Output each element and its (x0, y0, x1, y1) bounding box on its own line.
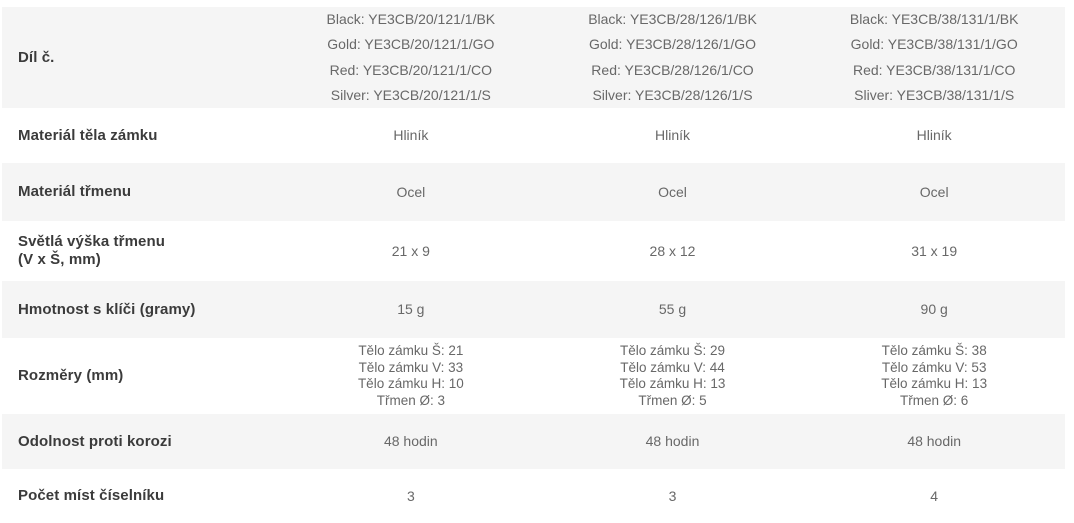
value-cell (542, 338, 804, 414)
value-line: Gold: YE3CB/28/126/1/GO (588, 36, 757, 53)
value-line: 48 hodin (907, 433, 962, 449)
value-line: Třmen Ø: 6 (900, 392, 969, 408)
value-line: Tělo zámku Š: 38 (881, 343, 987, 358)
value-cell (280, 281, 542, 338)
value-line: Hliník (916, 127, 952, 143)
value-line: Black: YE3CB/20/121/1/BK (326, 10, 496, 27)
spec-table (2, 7, 1065, 523)
row-label-line: Světlá výška třmenu (18, 233, 165, 250)
table-row (2, 7, 1065, 108)
row-label-cell (2, 108, 280, 163)
value-line: Tělo zámku V: 33 (358, 359, 464, 375)
table-row (2, 281, 1065, 338)
value-cell (542, 7, 804, 108)
row-label-cell (2, 163, 280, 221)
value-line: 90 g (920, 301, 948, 317)
value-line: Red: YE3CB/28/126/1/CO (591, 61, 754, 78)
value-cell (542, 108, 804, 163)
value-line: Gold: YE3CB/20/121/1/GO (327, 36, 495, 53)
row-label-line: Hmotnost s klíči (gramy) (18, 300, 196, 318)
value-line: 21 x 9 (391, 242, 430, 259)
value-line: Ocel (658, 183, 687, 200)
value-line: Silver: YE3CB/28/126/1/S (592, 86, 753, 103)
value-line: 3 (668, 487, 677, 504)
row-label-cell (2, 414, 280, 469)
value-line: Black: YE3CB/38/131/1/BK (849, 10, 1019, 27)
row-label-line: (V x Š, mm) (18, 251, 101, 268)
value-cell (542, 469, 804, 523)
value-line: Red: YE3CB/20/121/1/CO (329, 61, 493, 78)
value-cell (803, 7, 1065, 108)
value-line: Silver: YE3CB/20/121/1/S (330, 86, 491, 103)
value-line: Ocel (919, 183, 949, 200)
value-cell (803, 221, 1065, 281)
value-line: 28 x 12 (649, 242, 696, 259)
value-cell (280, 163, 542, 221)
value-line: Třmen Ø: 5 (638, 392, 707, 408)
value-cell (280, 7, 542, 108)
value-line: Tělo zámku H: 10 (357, 376, 464, 391)
value-cell (542, 221, 804, 281)
value-cell (542, 163, 804, 221)
row-label-cell (2, 338, 280, 414)
value-cell (280, 338, 542, 414)
row-label-line: Rozměry (mm) (18, 367, 124, 384)
value-line: Tělo zámku H: 13 (881, 376, 988, 391)
value-cell (803, 108, 1065, 163)
row-label-cell (2, 7, 280, 108)
table-row (2, 414, 1065, 469)
value-line: Red: YE3CB/38/131/1/CO (852, 61, 1016, 78)
value-line: 4 (930, 487, 939, 504)
value-line: Třmen Ø: 3 (376, 392, 445, 408)
value-cell (280, 414, 542, 469)
value-cell (280, 108, 542, 163)
value-cell (280, 469, 542, 523)
value-line: 3 (406, 487, 415, 504)
value-line: 55 g (658, 301, 687, 317)
value-line: Hliník (393, 127, 429, 143)
value-line: Black: YE3CB/28/126/1/BK (588, 10, 757, 27)
value-cell (803, 414, 1065, 469)
value-line: 48 hodin (383, 433, 438, 449)
value-cell (803, 281, 1065, 338)
value-line: Tělo zámku Š: 21 (358, 343, 464, 358)
value-cell (803, 338, 1065, 414)
value-cell (280, 221, 542, 281)
table-row (2, 469, 1065, 523)
table-row (2, 163, 1065, 221)
table-row (2, 338, 1065, 414)
value-line: Tělo zámku Š: 29 (619, 343, 726, 358)
value-line: 15 g (397, 301, 425, 317)
value-line: Gold: YE3CB/38/131/1/GO (850, 36, 1018, 53)
value-line: 48 hodin (645, 433, 700, 449)
value-cell (803, 163, 1065, 221)
row-label-cell (2, 281, 280, 338)
value-line: Tělo zámku V: 44 (620, 359, 725, 375)
table-row (2, 108, 1065, 163)
value-line: 31 x 19 (911, 242, 958, 259)
value-line: Ocel (396, 183, 426, 200)
value-line: Tělo zámku V: 53 (881, 359, 987, 375)
row-label-line: Počet míst číselníku (18, 487, 165, 504)
row-label-line: Materiál třmenu (18, 183, 132, 200)
value-line: Tělo zámku H: 13 (619, 376, 726, 391)
row-label-cell (2, 469, 280, 523)
row-label-cell (2, 221, 280, 281)
row-label-line: Materiál těla zámku (18, 126, 158, 144)
value-cell (542, 281, 804, 338)
value-line: Hliník (655, 127, 691, 143)
table-row (2, 221, 1065, 281)
row-label-line: Odolnost proti korozi (18, 432, 172, 450)
value-cell (803, 469, 1065, 523)
row-label-line: Díl č. (18, 48, 55, 66)
value-cell (542, 414, 804, 469)
value-line: Sliver: YE3CB/38/131/1/S (854, 86, 1015, 103)
